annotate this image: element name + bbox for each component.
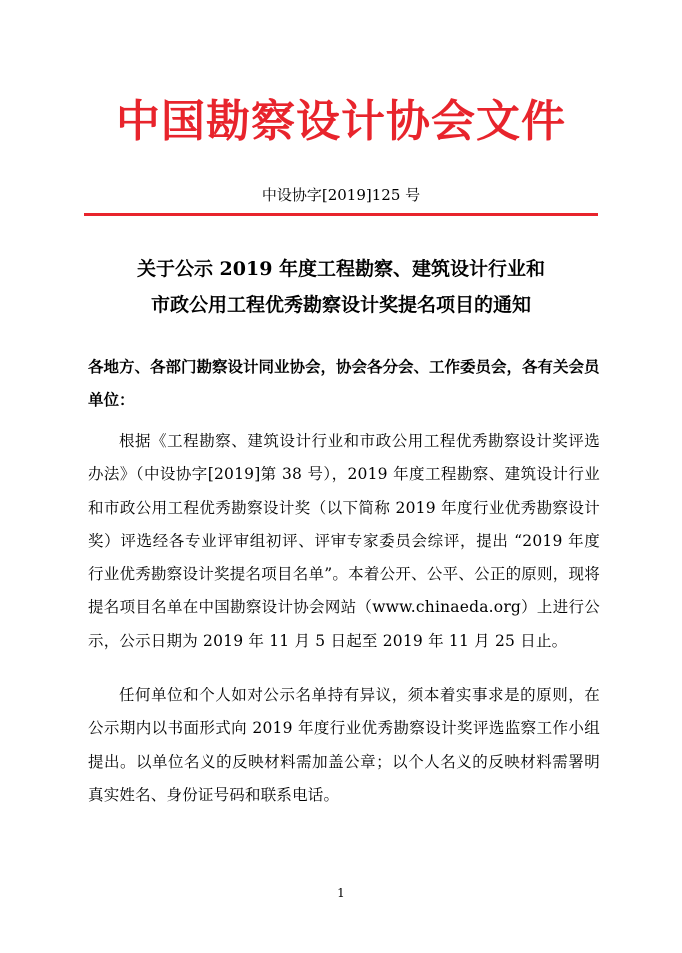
document-number: 中设协字[2019]125 号 — [261, 186, 421, 204]
organization-title: 中国勘察设计协会文件 — [116, 96, 566, 147]
body-paragraph-1: 根据《工程勘察、建筑设计行业和市政公用工程优秀勘察设计奖评选办法》（中设协字[2019]第 38 号），2019 年度工程勘察、建筑设计行业和市政公用工程优秀勘察设计奖（以下简称 2019 年度行业优秀勘察设计奖）评选经各专业评审组初评、评审专家委员会综评，提出 “2019 年度行业优秀勘察设计奖提名项目名单”。本着公开、公平、公正的原则，现将提名项目名单在中国勘察设计协会网站（www.chinaeda.org）上进行公示，公示日期为 2019 年 11 月 5 日起至 2019 年 11 月 25 日止。 — [88, 432, 600, 650]
header-divider — [84, 213, 598, 216]
page-number: 1 — [337, 886, 345, 900]
notice-title-line-2: 市政公用工程优秀勘察设计奖提名项目的通知 — [150, 294, 531, 316]
addressee: 各地方、各部门勘察设计同业协会，协会各分会、工作委员会，各有关会员单位： — [88, 357, 600, 409]
notice-title-line-1: 关于公示 2019 年度工程勘察、建筑设计行业和 — [136, 258, 546, 280]
body-paragraph-2: 任何单位和个人如对公示名单持有异议，须本着实事求是的原则，在公示期内以书面形式向 2019 年度行业优秀勘察设计奖评选监察工作小组提出。以单位名义的反映材料需加盖公章；以个人名义的反映材料需署明真实姓名、身份证号码和联系电话。 — [88, 686, 600, 804]
